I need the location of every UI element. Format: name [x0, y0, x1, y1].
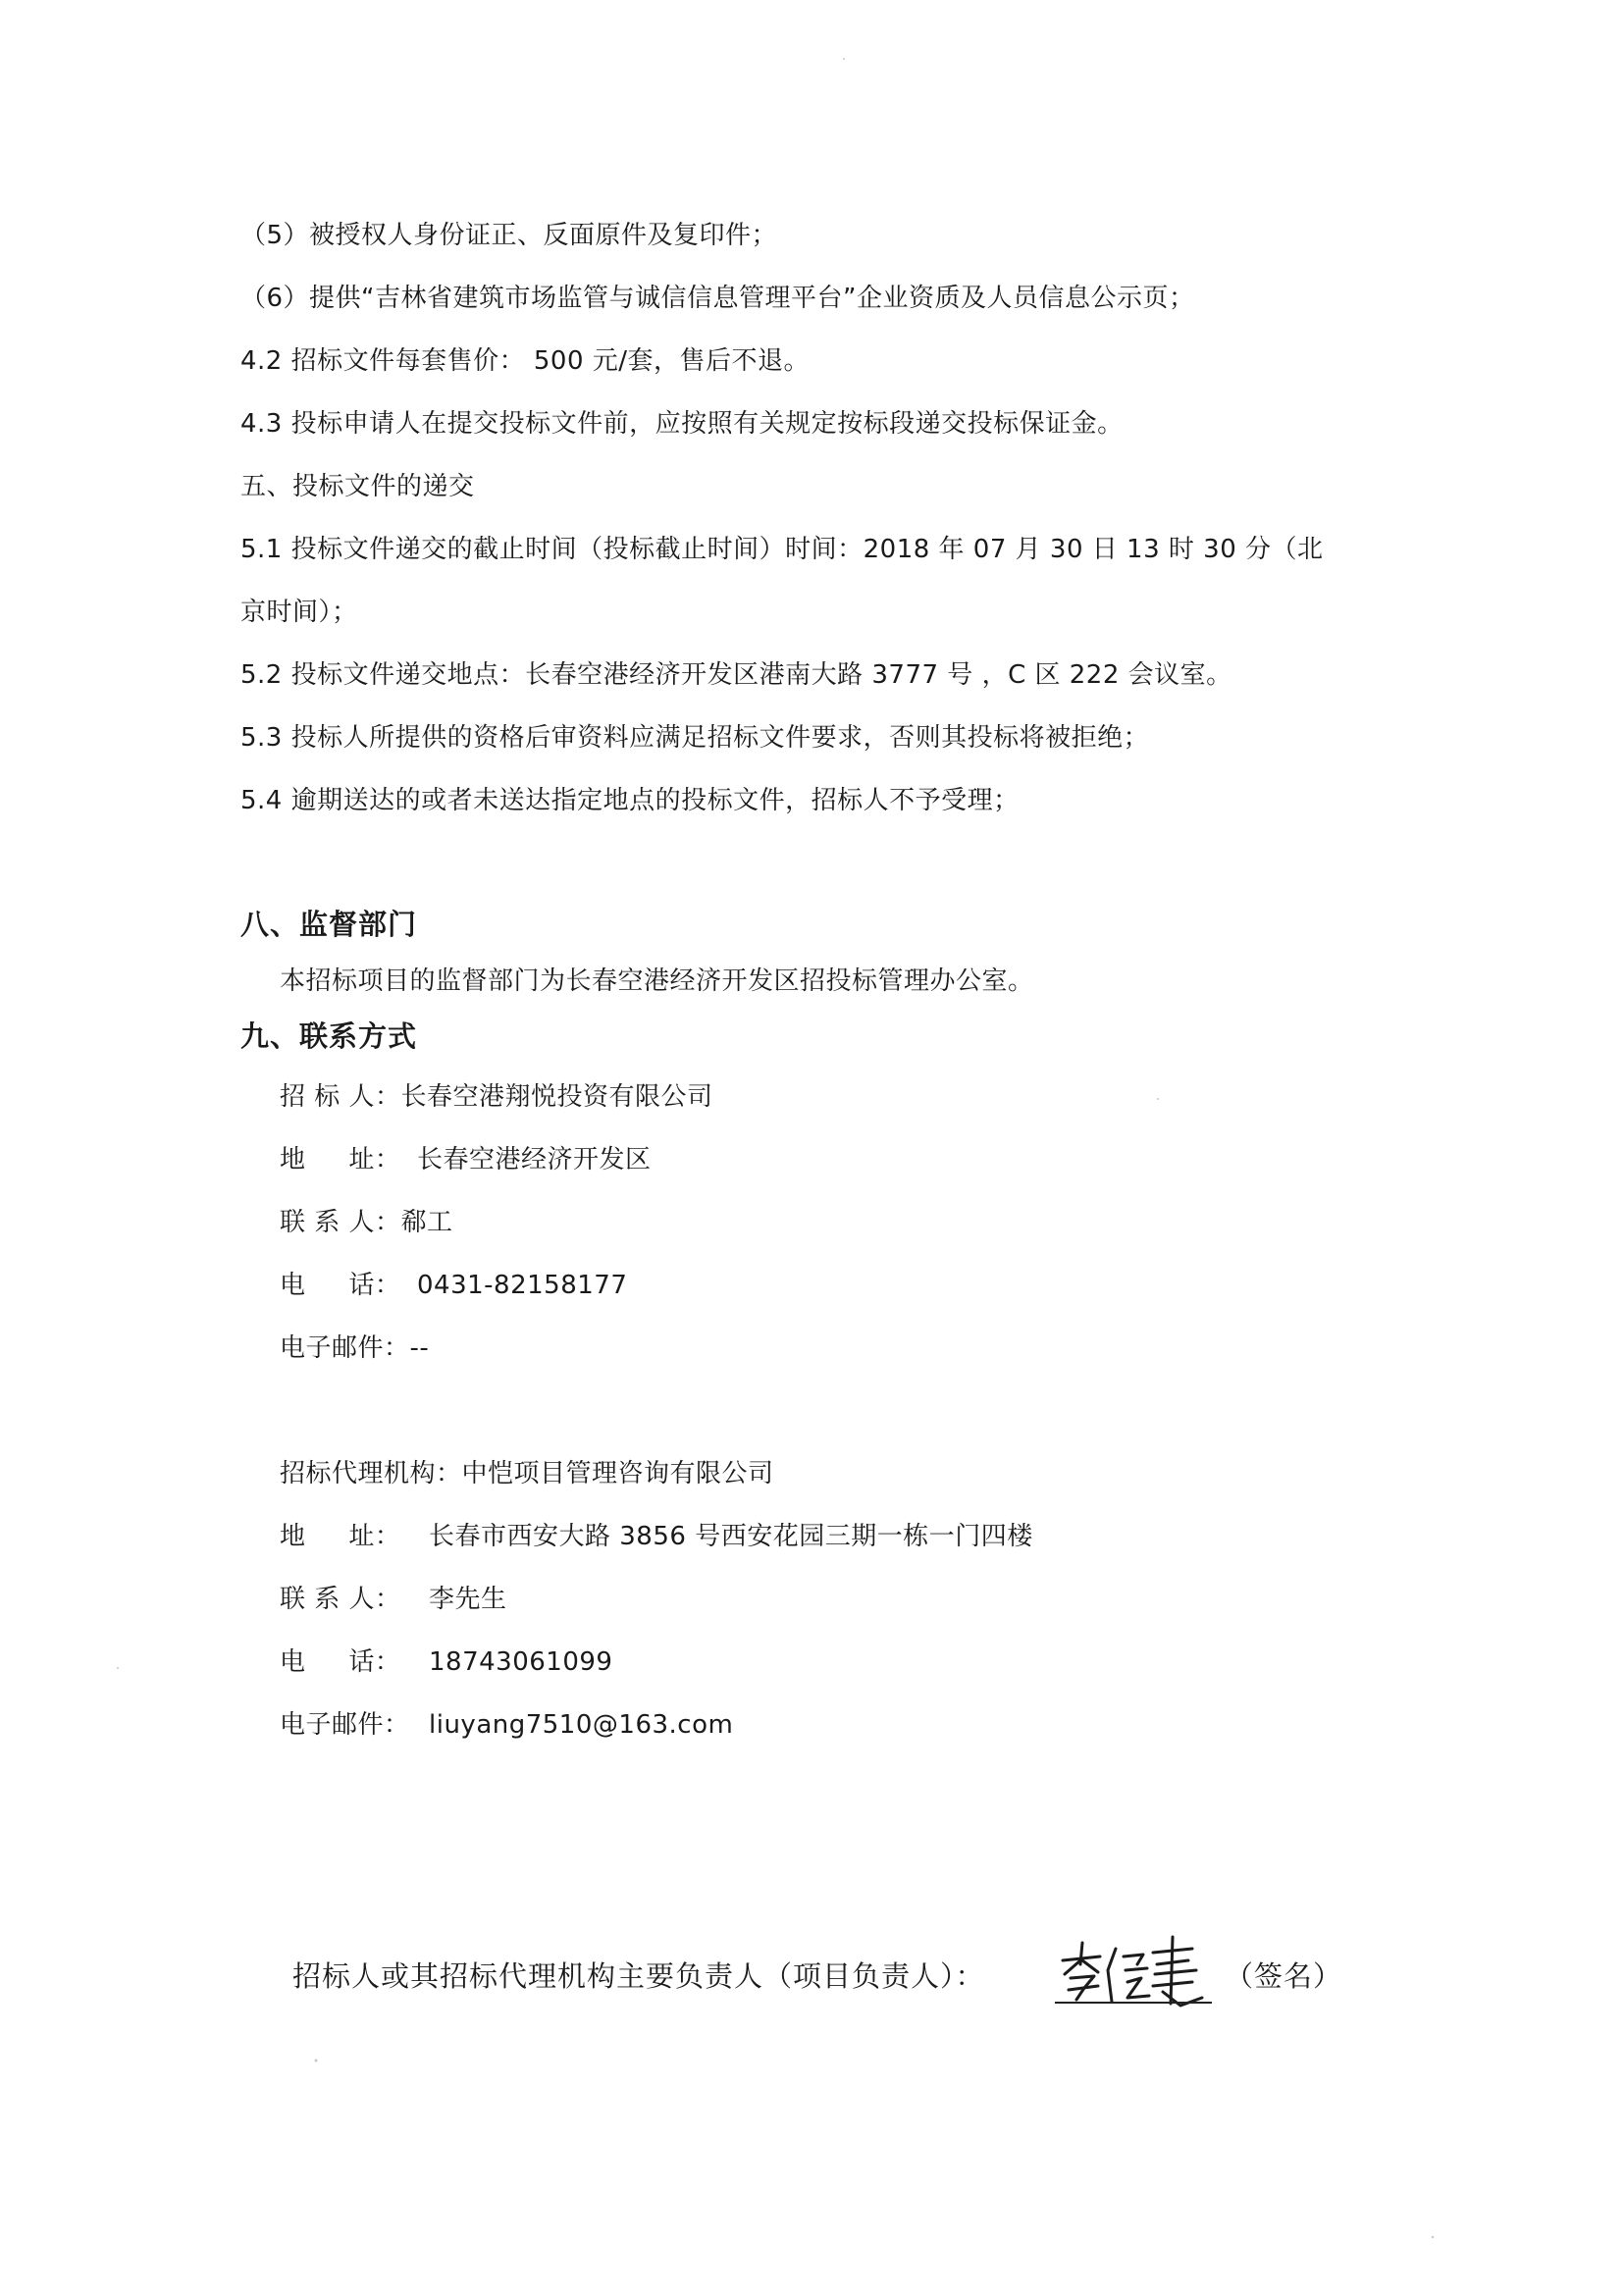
item-5-3: 5.3 投标人所提供的资格后审资料应满足招标文件要求，否则其投标将被拒绝；	[240, 723, 1150, 753]
tenderer-name: 长春空港翔悦投资有限公司	[400, 1082, 713, 1112]
agent-name-label: 招标代理机构：	[280, 1459, 462, 1488]
tenderer-phone: 0431-82158177	[417, 1271, 628, 1300]
agent-email-row	[280, 1707, 733, 1743]
agent-contact-label: 联 系 人：	[280, 1585, 401, 1614]
agent-name: 中恺项目管理咨询有限公司	[461, 1459, 774, 1488]
agent-email-label: 电子邮件：	[280, 1710, 410, 1740]
sign-suffix: （签名）	[1225, 1959, 1343, 1993]
tenderer-name-label: 招 标 人：	[280, 1082, 401, 1112]
item-4-3: 4.3 投标申请人在提交投标文件前，应按照有关规定按标段递交投标保证金。	[240, 409, 1124, 439]
section-9-title: 九、联系方式	[240, 1019, 418, 1053]
tenderer-contact-label: 联 系 人：	[280, 1208, 401, 1237]
agent-email: liuyang7510@163.com	[429, 1710, 734, 1740]
item-4-2: 4.2 招标文件每套售价： 500 元/套，售后不退。	[240, 346, 811, 376]
agent-contact-row	[280, 1582, 507, 1617]
tenderer-address-row	[280, 1142, 652, 1177]
signature-line	[1055, 2002, 1212, 2004]
section-8-title: 八、监督部门	[240, 908, 418, 941]
agent-address-row	[280, 1519, 1033, 1554]
tenderer-contact-row	[280, 1205, 453, 1240]
tenderer-address-label: 地 址：	[280, 1145, 401, 1174]
agent-name-row	[280, 1456, 774, 1491]
section-8-body: 本招标项目的监督部门为长春空港经济开发区招投标管理办公室。	[280, 966, 1034, 996]
item-6: （6）提供“吉林省建筑市场监管与诚信信息管理平台”企业资质及人员信息公示页；	[240, 284, 1195, 313]
section-5-title: 五、投标文件的递交	[240, 472, 475, 501]
agent-address: 长春市西安大路 3856 号西安花园三期一栋一门四楼	[429, 1522, 1033, 1551]
item-5-1-cont: 京时间）；	[240, 598, 358, 627]
agent-phone: 18743061099	[429, 1647, 613, 1677]
tenderer-email-row	[280, 1331, 429, 1366]
tenderer-phone-label: 电 话：	[280, 1271, 401, 1300]
closing-statement: 招标人或其招标代理机构主要负责人（项目负责人）：	[292, 1959, 985, 1993]
agent-address-label: 地 址：	[280, 1522, 401, 1551]
tenderer-email: --	[409, 1333, 430, 1363]
item-5-1: 5.1 投标文件递交的截止时间（投标截止时间）时间：2018 年 07 月 30 日 13 时 30 分（北	[240, 535, 1324, 564]
tenderer-address: 长春空港经济开发区	[417, 1145, 652, 1174]
item-5-4: 5.4 逾期送达的或者未送达指定地点的投标文件，招标人不予受理；	[240, 786, 1020, 815]
item-5: （5）被授权人身份证正、反面原件及复印件；	[240, 221, 778, 250]
item-5-2: 5.2 投标文件递交地点：长春空港经济开发区港南大路 3777 号 ，C 区 222 会议室。	[240, 660, 1232, 690]
tenderer-name-row	[280, 1079, 713, 1115]
signature-icon	[1055, 1931, 1212, 2009]
agent-phone-label: 电 话：	[280, 1647, 401, 1677]
tenderer-contact: 郗工	[400, 1208, 453, 1237]
agent-contact: 李先生	[429, 1585, 507, 1614]
agent-phone-row	[280, 1644, 612, 1680]
tenderer-email-label: 电子邮件：	[280, 1333, 410, 1363]
tenderer-phone-row	[280, 1268, 627, 1303]
handwritten-signature	[1055, 1931, 1212, 2009]
